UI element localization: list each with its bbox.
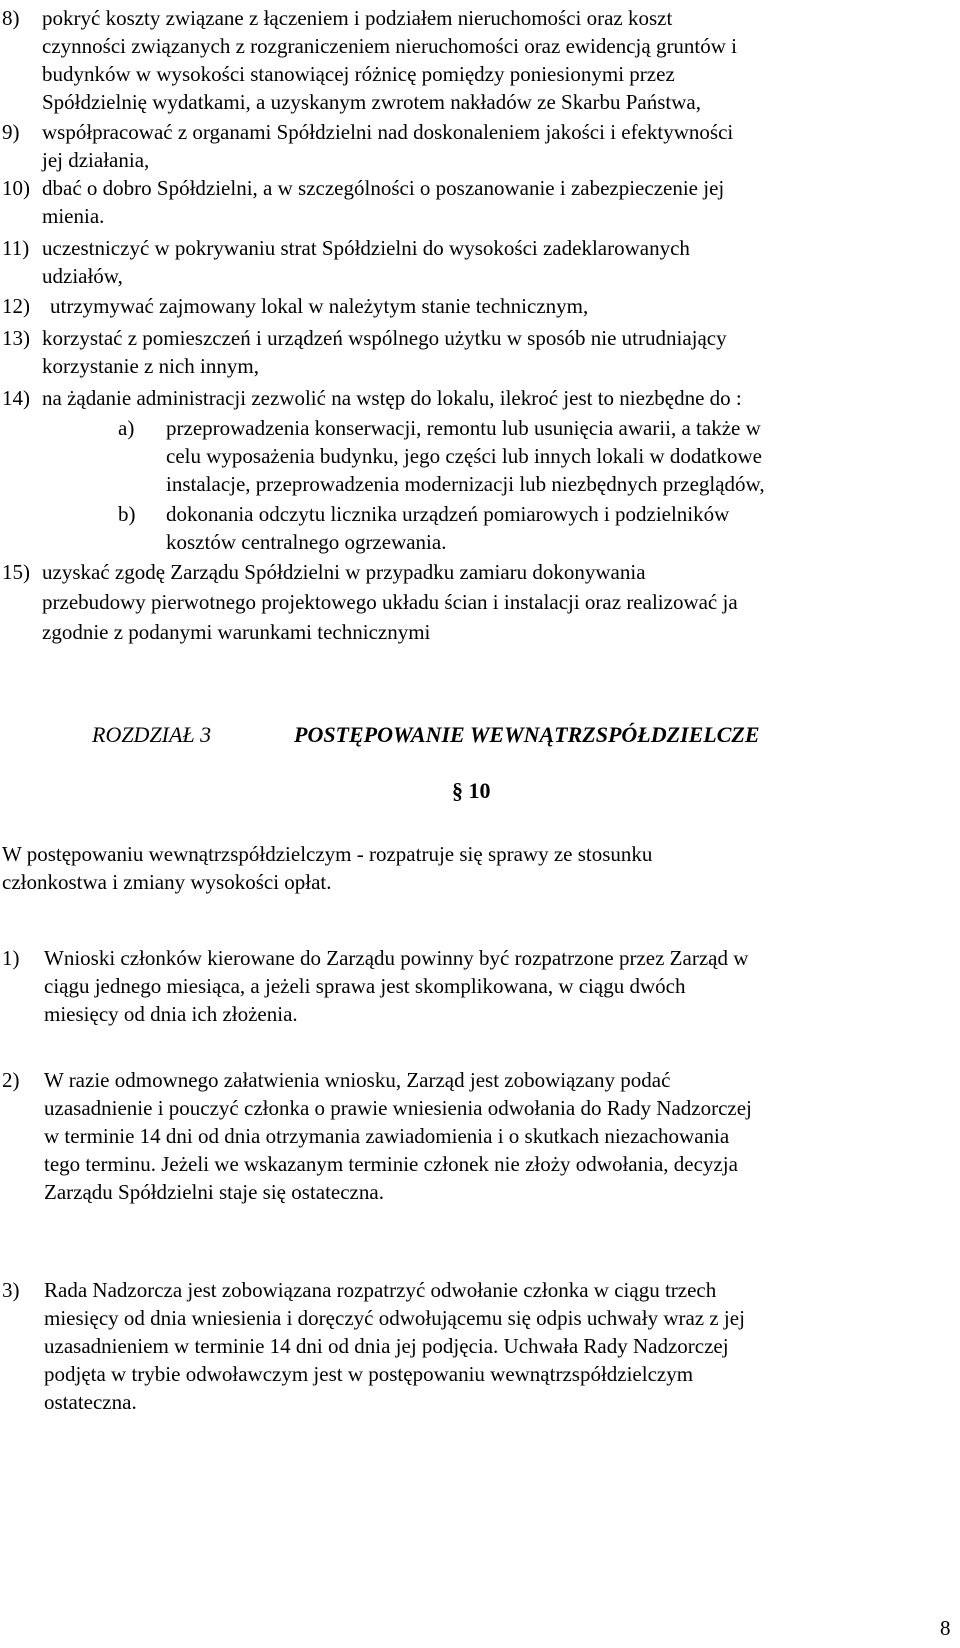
section-mark: § 10 [452,778,491,803]
procedure-text-line: ciągu jednego miesiąca, a jeżeli sprawa jest skomplikowana, w ciągu dwóch [44,974,686,998]
item-text-line: korzystać z pomieszczeń i urządzeń wspólnego użytku w sposób nie utrudniający [42,326,727,350]
item-text-line: Spółdzielnię wydatkami, a uzyskanym zwrotem nakładów ze Skarbu Państwa, [42,90,701,114]
item-text-line: zgodnie z podanymi warunkami technicznymi [42,620,431,644]
item-number: 11) [2,236,30,260]
item-text-line: pokryć koszty związane z łączeniem i podziałem nieruchomości oraz koszt [42,6,673,30]
procedure-text-line: podjęta w trybie odwoławczym jest w postępowaniu wewnątrzspółdzielczym [44,1362,694,1386]
procedure-text-line: Rada Nadzorcza jest zobowiązana rozpatrzyć odwołanie członka w ciągu trzech [44,1278,717,1302]
procedure-number: 1) [2,946,20,970]
procedure-text-line: ostateczna. [44,1390,137,1414]
item-text-line: czynności związanych z rozgraniczeniem nieruchomości oraz ewidencją gruntów i [42,34,738,58]
item-text-line: uzyskać zgodę Zarządu Spółdzielni w przypadku zamiaru dokonywania [42,560,646,584]
item-text-line: budynków w wysokości stanowiącej różnicę pomiędzy poniesionymi przez [42,62,675,86]
item-text-line: przebudowy pierwotnego projektowego układu ścian i instalacji oraz realizować ja [42,590,738,614]
chapter-title: POSTĘPOWANIE WEWNĄTRZSPÓŁDZIELCZE [294,722,760,747]
item-number: 14) [2,386,30,410]
item-text-line: dbać o dobro Spółdzielni, a w szczególności o poszanowanie i zabezpieczenie jej [42,176,725,200]
procedure-text-line: Wnioski członków kierowane do Zarządu powinny być rozpatrzone przez Zarząd w [44,946,749,970]
item-number: 8) [2,6,20,30]
chapter-label: ROZDZIAŁ 3 [92,722,212,747]
item-text-line: mienia. [42,204,105,228]
item-number: 12) [2,294,30,318]
item-text-line: korzystanie z nich innym, [42,354,259,378]
procedure-text-line: miesięcy od dnia wniesienia i doręczyć odwołującemu się odpis uchwały wraz z jej [44,1306,745,1330]
sub-item-text-line: dokonania odczytu licznika urządzeń pomiarowych i podzielników [166,502,730,526]
item-number: 10) [2,176,30,200]
procedure-text-line: uzasadnienie i pouczyć członka o prawie wniesienia odwołania do Rady Nadzorczej [44,1096,752,1120]
procedure-text-line: W razie odmownego załatwienia wniosku, Zarząd jest zobowiązany podać [44,1068,671,1092]
item-text-line: współpracować z organami Spółdzielni nad doskonaleniem jakości i efektywności [42,120,734,144]
paragraph-line: członkostwa i zmiany wysokości opłat. [2,870,332,894]
procedure-text-line: tego terminu. Jeżeli we wskazanym terminie członek nie złoży odwołania, decyzja [44,1152,738,1176]
page-number: 8 [940,1616,951,1640]
sub-item-text-line: instalacje, przeprowadzenia modernizacji lub niezbędnych przeglądów, [166,472,765,496]
item-text-line: jej działania, [42,148,150,172]
item-text-line: uczestniczyć w pokrywaniu strat Spółdzielni do wysokości zadeklarowanych [42,236,690,260]
sub-item-text-line: kosztów centralnego ogrzewania. [166,530,447,554]
sub-item-letter: b) [118,502,136,526]
item-number: 15) [2,560,30,584]
procedure-text-line: uzasadnieniem w terminie 14 dni od dnia jej podjęcia. Uchwała Rady Nadzorczej [44,1334,729,1358]
procedure-text-line: Zarządu Spółdzielni staje się ostateczna. [44,1180,384,1204]
procedure-text-line: w terminie 14 dni od dnia otrzymania zawiadomienia i o skutkach niezachowania [44,1124,730,1148]
paragraph-line: W postępowaniu wewnątrzspółdzielczym - rozpatruje się sprawy ze stosunku [2,842,653,866]
item-text-line: udziałów, [42,264,123,288]
sub-item-text-line: celu wyposażenia budynku, jego części lub innych lokali w dodatkowe [166,444,762,468]
item-text-line: na żądanie administracji zezwolić na wstęp do lokalu, ilekroć jest to niezbędne do : [42,386,742,410]
procedure-number: 3) [2,1278,20,1302]
procedure-text-line: miesięcy od dnia ich złożenia. [44,1002,298,1026]
procedure-number: 2) [2,1068,20,1092]
item-number: 13) [2,326,30,350]
item-number: 9) [2,120,20,144]
sub-item-letter: a) [118,416,135,440]
item-text-line: utrzymywać zajmowany lokal w należytym stanie technicznym, [50,294,589,318]
sub-item-text-line: przeprowadzenia konserwacji, remontu lub usunięcia awarii, a także w [166,416,761,440]
